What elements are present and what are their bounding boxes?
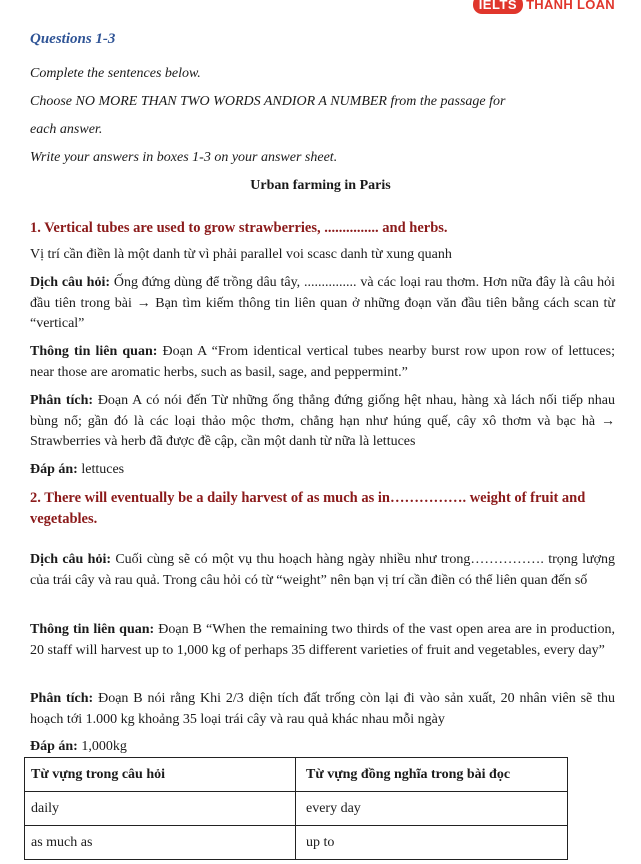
q2-translation-label: Dịch câu hỏi:: [30, 552, 111, 567]
q1-analysis-label: Phân tích:: [30, 393, 94, 408]
instruction-line-3: each answer.: [30, 122, 103, 137]
q2-analysis: [30, 689, 615, 730]
q2-answer-label: Đáp án:: [30, 739, 78, 754]
vocabulary-table: [24, 757, 568, 860]
instruction-line-4: Write your answers in boxes 1-3 on your answer sheet.: [30, 150, 338, 165]
table-header-question-vocab: Từ vựng trong câu hỏi: [25, 758, 296, 792]
question-2: 2. There will eventually be a daily harvest of as much as in……………. weight of fruit and vegetables.: [30, 490, 586, 527]
q2-answer-text: 1,000kg: [77, 739, 127, 754]
question-1: 1. Vertical tubes are used to grow strawberries, ............... and herbs.: [30, 220, 448, 236]
passage-title: Urban farming in Paris: [250, 178, 391, 193]
q2-answer: [30, 737, 615, 758]
questions-heading: Questions 1-3: [30, 31, 116, 47]
logo-badge: IELTS: [473, 0, 523, 14]
q1-answer-label: Đáp án:: [30, 462, 78, 477]
q1-related-info-text: Đoạn A “From identical vertical tubes nearby burst row upon row of lettuces; near those are aromatic herbs, such as basil, sage, and peppermint.”: [30, 344, 615, 380]
table-row: [25, 792, 568, 826]
q2-related-info-text: Đoạn B “When the remaining two thirds of the vast open area are in production, 20 staff will harvest up to 1,000 kg of perhaps 35 different varieties of fruit and vegetables, every day”: [30, 622, 615, 658]
instruction-line-2: Choose NO MORE THAN TWO WORDS ANDIOR A NUMBER from the passage for: [30, 94, 506, 109]
q1-answer-text: lettuces: [77, 462, 125, 477]
q2-translation: [30, 550, 615, 591]
table-cell: every day: [296, 792, 568, 826]
table-row: [25, 826, 568, 860]
q1-translation-text: Ống đứng dùng để trồng dâu tây, ............... và các loại rau thơm. Hơn nữa đây là câu hỏi đầu tiên trong bài → Bạn tìm kiếm thông tin liên quan ở những đoạn văn đầu tiên bằng cách scan từ “vertical”: [30, 275, 615, 331]
q2-related-info: [30, 620, 615, 661]
table-cell: as much as: [25, 826, 296, 860]
table-header-row: [25, 758, 568, 792]
q2-related-info-label: Thông tin liên quan:: [30, 622, 155, 637]
table-cell: up to: [296, 826, 568, 860]
table-header-passage-synonyms: Từ vựng đồng nghĩa trong bài đọc: [296, 758, 568, 792]
q1-translation: [30, 273, 615, 335]
q2-analysis-label: Phân tích:: [30, 691, 94, 706]
q1-analysis: [30, 391, 615, 453]
logo-brand: THANH LOAN: [526, 0, 615, 12]
q1-related-info: [30, 342, 615, 383]
q1-analysis-text: Đoạn A có nói đến Từ những ống thẳng đứng giống hệt nhau, hàng xà lách nối tiếp nhau bùng nổ; gần đó là các loại thảo mộc thơm, chẳng hạn như húng quế, cây xô thơm và bạc hà → Strawberries và herb đã được đề cập, cần một danh từ nữa là lettuces: [30, 393, 615, 449]
q1-answer: [30, 460, 615, 481]
q1-translation-label: Dịch câu hỏi:: [30, 275, 110, 290]
q2-analysis-text: Đoạn B nói rằng Khi 2/3 diện tích đất trống còn lại đi vào sản xuất, 20 nhân viên sẽ thu hoạch tới 1.000 kg khoảng 35 loại trái cây và rau quả khác nhau mỗi ngày: [30, 691, 616, 727]
brand-logo: [473, 0, 615, 14]
q2-translation-text: Cuối cùng sẽ có một vụ thu hoạch hàng ngày nhiều như trong……………. trọng lượng của trái cây và rau quả. Trong câu hỏi có từ “weight” nên bạn vị trí cần điền có thể liên quan đến số: [30, 552, 615, 588]
table-cell: daily: [25, 792, 296, 826]
q1-note: Vị trí cần điền là một danh từ vì phải parallel voi scasc danh từ xung quanh: [30, 247, 452, 262]
instruction-line-1: Complete the sentences below.: [30, 66, 201, 81]
q1-related-info-label: Thông tin liên quan:: [30, 344, 158, 359]
